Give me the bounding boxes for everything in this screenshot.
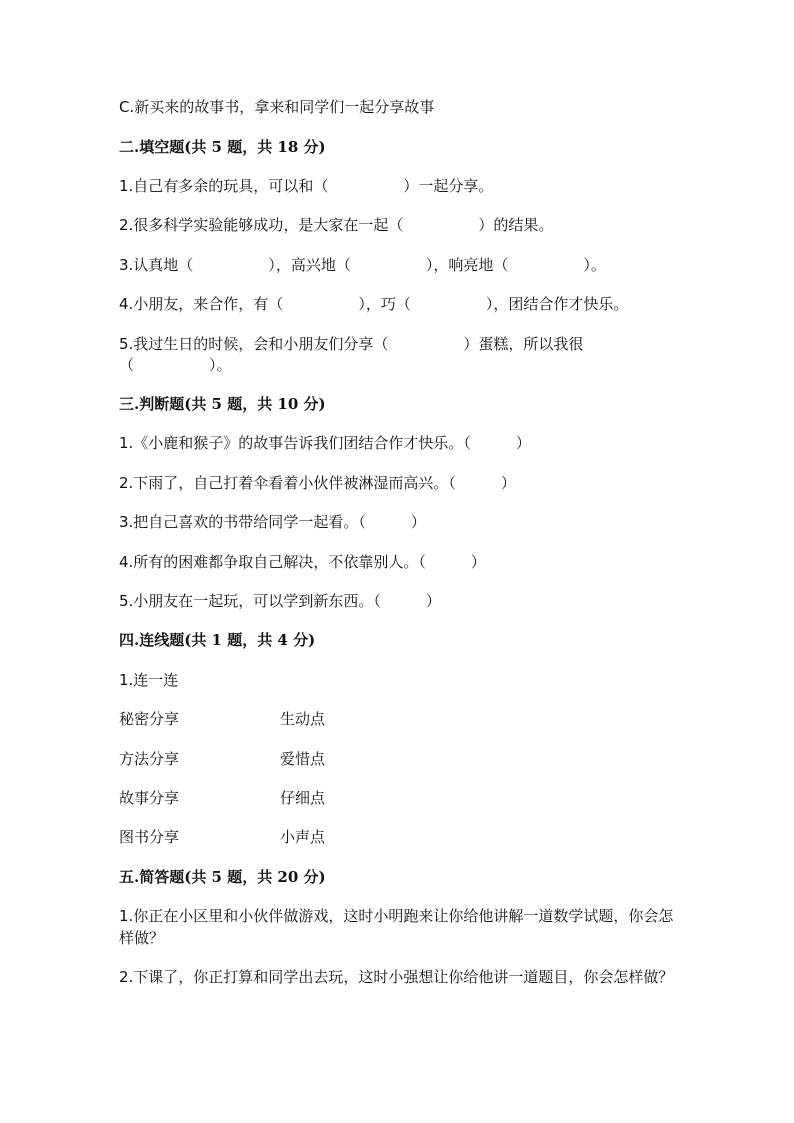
judge-q4: 4.所有的困难都争取自己解决，不依靠别人。（ ） — [119, 553, 486, 571]
short-q1: 1.你正在小区里和小伙伴做游戏，这时小明跑来让你给他讲解一道数学试题，你会怎样做？ — [119, 907, 674, 947]
fill-q4: 4.小朋友，来合作，有（ ），巧（ ），团结合作才快乐。 — [119, 295, 629, 313]
judge-q1: 1.《小鹿和猴子》的故事告诉我们团结合作才快乐。（ ） — [119, 434, 531, 452]
fill-q1: 1.自己有多余的玩具，可以和（ ）一起分享。 — [119, 177, 494, 195]
match-left-item: 图书分享 — [119, 828, 180, 846]
short-heading: 五.简答题(共 5 题，共 20 分) — [119, 868, 326, 886]
match-right-item: 仔细点 — [280, 789, 326, 807]
judge-q3: 3.把自己喜欢的书带给同学一起看。（ ） — [119, 513, 426, 531]
fill-q2: 2.很多科学实验能够成功，是大家在一起（ ）的结果。 — [119, 216, 554, 234]
match-left-item: 故事分享 — [119, 789, 180, 807]
fill-q5-line2: （ ）。 — [119, 356, 232, 374]
option-c: C.新买来的故事书，拿来和同学们一起分享故事 — [119, 98, 435, 116]
match-right-item: 小声点 — [280, 828, 326, 846]
fill-q3: 3.认真地（ ），高兴地（ ），响亮地（ ）。 — [119, 256, 606, 274]
judge-heading: 三.判断题(共 5 题，共 10 分) — [119, 395, 326, 413]
fill-q5-line1: 5.我过生日的时候，会和小朋友们分享（ ）蛋糕，所以我很 — [119, 335, 584, 353]
match-q1: 1.连一连 — [119, 671, 179, 689]
match-right-item: 生动点 — [280, 710, 326, 728]
short-q2: 2.下课了，你正打算和同学出去玩，这时小强想让你给他讲一道题目，你会怎样做？ — [119, 968, 674, 986]
match-left-item: 秘密分享 — [119, 710, 180, 728]
judge-q2: 2.下雨了，自己打着伞看着小伙伴被淋湿而高兴。（ ） — [119, 474, 516, 492]
judge-q5: 5.小朋友在一起玩，可以学到新东西。（ ） — [119, 592, 441, 610]
match-left-item: 方法分享 — [119, 750, 180, 768]
fill-heading: 二.填空题(共 5 题，共 18 分) — [119, 138, 326, 156]
match-heading: 四.连线题(共 1 题，共 4 分) — [119, 631, 316, 649]
match-right-item: 爱惜点 — [280, 750, 326, 768]
